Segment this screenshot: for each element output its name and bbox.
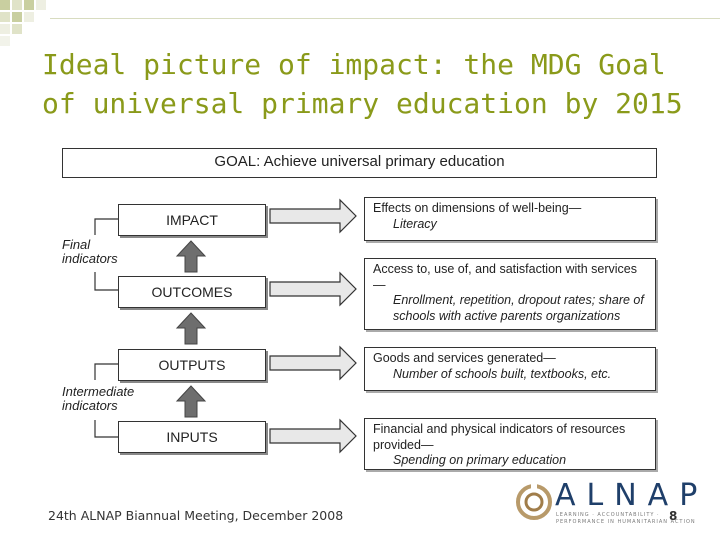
title-line-1: Ideal picture of impact: the MDG Goal <box>42 48 666 81</box>
outputs-desc-example: Number of schools built, textbooks, etc. <box>393 366 612 381</box>
alnap-logo-icon <box>514 480 554 524</box>
impact-description <box>364 197 656 241</box>
arrow-outputs <box>270 347 356 379</box>
up-arrow-2 <box>177 313 205 344</box>
page-number: 8 <box>669 509 678 523</box>
footer-text: 24th ALNAP Biannual Meeting, December 2008 <box>48 508 344 523</box>
outputs-desc-text: Goods and services generated— <box>373 351 556 365</box>
arrow-inputs <box>270 420 356 452</box>
inputs-box: INPUTS <box>118 421 266 453</box>
inputs-desc-text: Financial and physical indicators of resources provided— <box>373 422 626 452</box>
outputs-box: OUTPUTS <box>118 349 266 381</box>
title-line-2: of universal primary education by 2015 <box>42 87 683 120</box>
outcomes-desc-example: Enrollment, repetition, dropout rates; share of schools with active parents organizations <box>393 293 644 323</box>
impact-desc-example: Literacy <box>393 216 437 231</box>
outcomes-desc-text: Access to, use of, and satisfaction with services— <box>373 262 638 292</box>
up-arrow-3 <box>177 386 205 417</box>
arrow-outcomes <box>270 273 356 305</box>
arrow-impact <box>270 200 356 232</box>
alnap-logo-wordmark: ALNAP <box>555 478 709 513</box>
impact-box: IMPACT <box>118 204 266 236</box>
inputs-desc-example: Spending on primary education <box>393 453 567 467</box>
final-indicators-label: Final indicators <box>62 237 118 266</box>
outcomes-description <box>364 258 656 330</box>
alnap-logo-tagline: LEARNING · ACCOUNTABILITY · PERFORMANCE IN HUMANITARIAN ACTION <box>556 512 696 525</box>
impact-desc-text: Effects on dimensions of well-being— <box>373 201 582 215</box>
intermediate-indicators-label: Intermediate indicators <box>62 384 135 413</box>
goal-box: GOAL: Achieve universal primary education <box>62 148 657 178</box>
up-arrow-1 <box>177 241 205 272</box>
inputs-description <box>364 418 656 470</box>
outputs-description <box>364 347 656 391</box>
outcomes-box: OUTCOMES <box>118 276 266 308</box>
